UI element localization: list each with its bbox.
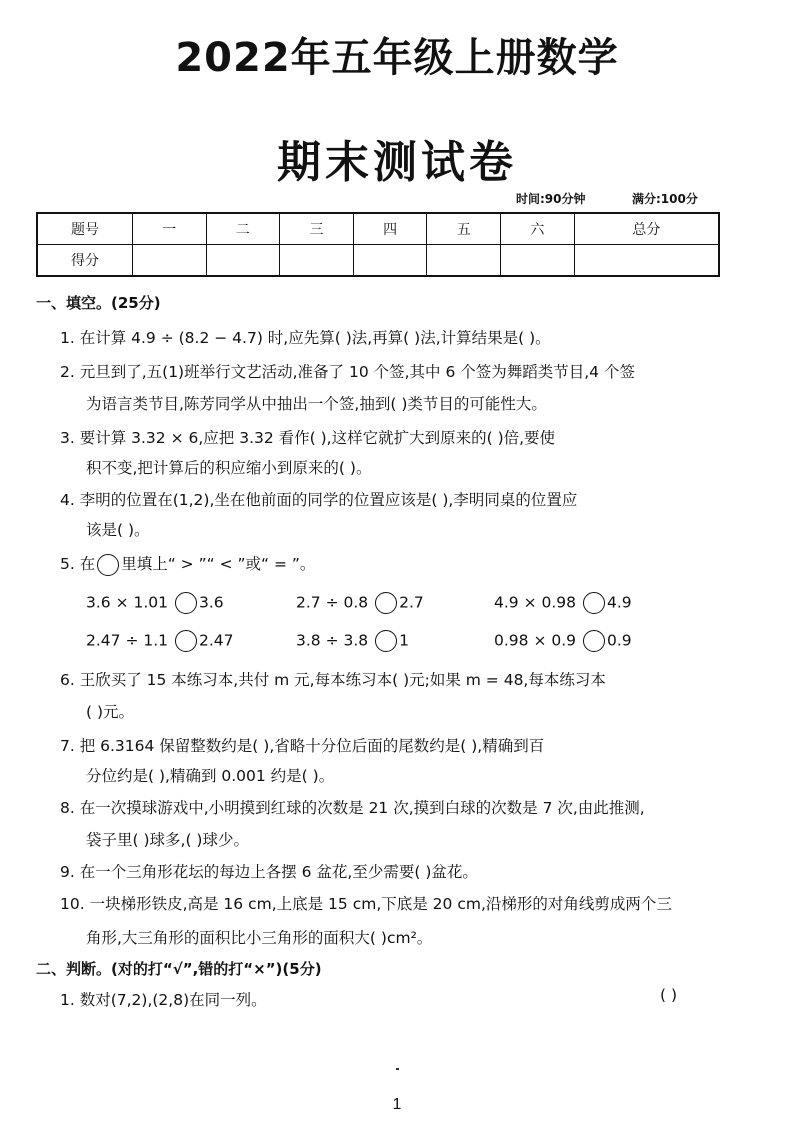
score-cell: 总分 <box>574 213 719 245</box>
score-table-score-row <box>37 245 719 277</box>
compare-item: 0.98 × 0.9 0.9 <box>494 630 632 652</box>
compare-circle[interactable] <box>375 592 397 614</box>
compare-circle[interactable] <box>583 592 605 614</box>
score-cell: 五 <box>427 213 501 245</box>
question-2-line1: 2. 元旦到了,五(1)班举行文艺活动,准备了 10 个签,其中 6 个签为舞蹈类节目,4 个签 <box>60 363 635 381</box>
exam-full-score: 满分:100分 <box>632 192 698 206</box>
question-5-pre: 5. 在 <box>60 555 96 573</box>
score-cell: 得分 <box>37 245 133 277</box>
compare-circle[interactable] <box>175 592 197 614</box>
question-7-line1: 7. 把 6.3164 保留整数约是( ),省略十分位后面的尾数约是( ),精确到百 <box>60 737 545 755</box>
compare-circle[interactable] <box>375 630 397 652</box>
exam-time: 时间:90分钟 <box>516 192 586 206</box>
question-10-line2: 角形,大三角形的面积比小三角形的面积大( )cm²。 <box>86 929 433 947</box>
score-cell: 题号 <box>37 213 133 245</box>
question-8-line1: 8. 在一次摸球游戏中,小明摸到红球的次数是 21 次,摸到白球的次数是 7 次,由此推测, <box>60 799 645 817</box>
compare-item: 2.7 ÷ 0.8 2.7 <box>296 592 424 614</box>
question-4-line2: 该是( )。 <box>86 521 150 539</box>
score-table-header-row <box>37 213 719 245</box>
score-input-cell[interactable] <box>206 245 280 277</box>
question-5-post: 里填上“ > ”“ < ”或“ = ”。 <box>121 555 316 573</box>
compare-item: 4.9 × 0.98 4.9 <box>494 592 632 614</box>
question-6-line2: ( )元。 <box>86 703 135 721</box>
question-4-line1: 4. 李明的位置在(1,2),坐在他前面的同学的位置应该是( ),李明同桌的位置应 <box>60 491 578 509</box>
score-table <box>36 212 720 277</box>
score-cell: 四 <box>353 213 427 245</box>
compare-item: 2.47 ÷ 1.1 2.47 <box>86 630 233 652</box>
question-7-line2: 分位约是( ),精确到 0.001 约是( )。 <box>86 767 335 785</box>
score-input-cell[interactable] <box>353 245 427 277</box>
compare-circle[interactable] <box>175 630 197 652</box>
question-2-line2: 为语言类节目,陈芳同学从中抽出一个签,抽到( )类节目的可能性大。 <box>86 395 547 413</box>
question-10-line1: 10. 一块梯形铁皮,高是 16 cm,上底是 15 cm,下底是 20 cm,沿梯形的对角线剪成两个三 <box>60 895 672 913</box>
page-number: 1 <box>392 1096 402 1113</box>
question-8-line2: 袋子里( )球多,( )球少。 <box>86 831 249 849</box>
question-1: 1. 在计算 4.9 ÷ (8.2 − 4.7) 时,应先算( )法,再算( )法,计算结果是( )。 <box>60 329 551 347</box>
score-cell: 三 <box>280 213 354 245</box>
score-input-cell[interactable] <box>501 245 575 277</box>
question-3-line1: 3. 要计算 3.32 × 6,应把 3.32 看作( ),这样它就扩大到原来的( )倍,要使 <box>60 429 556 447</box>
section2-heading: 二、判断。(对的打“√”,错的打“×”)(5分) <box>36 960 322 978</box>
score-input-cell[interactable] <box>133 245 207 277</box>
exam-title-line2: 期末测试卷 <box>277 137 517 188</box>
judge-answer-paren[interactable]: ( ) <box>660 986 678 1004</box>
section1-heading: 一、填空。(25分) <box>36 294 161 312</box>
score-input-cell[interactable] <box>280 245 354 277</box>
circle-blank-icon <box>97 554 119 576</box>
question-6-line1: 6. 王欣买了 15 本练习本,共付 m 元,每本练习本( )元;如果 m = 48,每本练习本 <box>60 671 606 689</box>
question-5-intro <box>60 552 315 576</box>
question-9: 9. 在一个三角形花坛的每边上各摆 6 盆花,至少需要( )盆花。 <box>60 863 478 881</box>
judge-question-1: 1. 数对(7,2),(2,8)在同一列。 <box>60 991 267 1009</box>
compare-item: 3.8 ÷ 3.8 1 <box>296 630 409 652</box>
page-mark <box>396 1068 399 1070</box>
score-cell: 二 <box>206 213 280 245</box>
compare-item: 3.6 × 1.01 3.6 <box>86 592 224 614</box>
score-cell: 六 <box>501 213 575 245</box>
score-cell: 一 <box>133 213 207 245</box>
exam-title-line1: 2022年五年级上册数学 <box>175 35 619 81</box>
compare-circle[interactable] <box>583 630 605 652</box>
score-input-cell[interactable] <box>427 245 501 277</box>
question-3-line2: 积不变,把计算后的积应缩小到原来的( )。 <box>86 459 372 477</box>
score-input-cell[interactable] <box>574 245 719 277</box>
